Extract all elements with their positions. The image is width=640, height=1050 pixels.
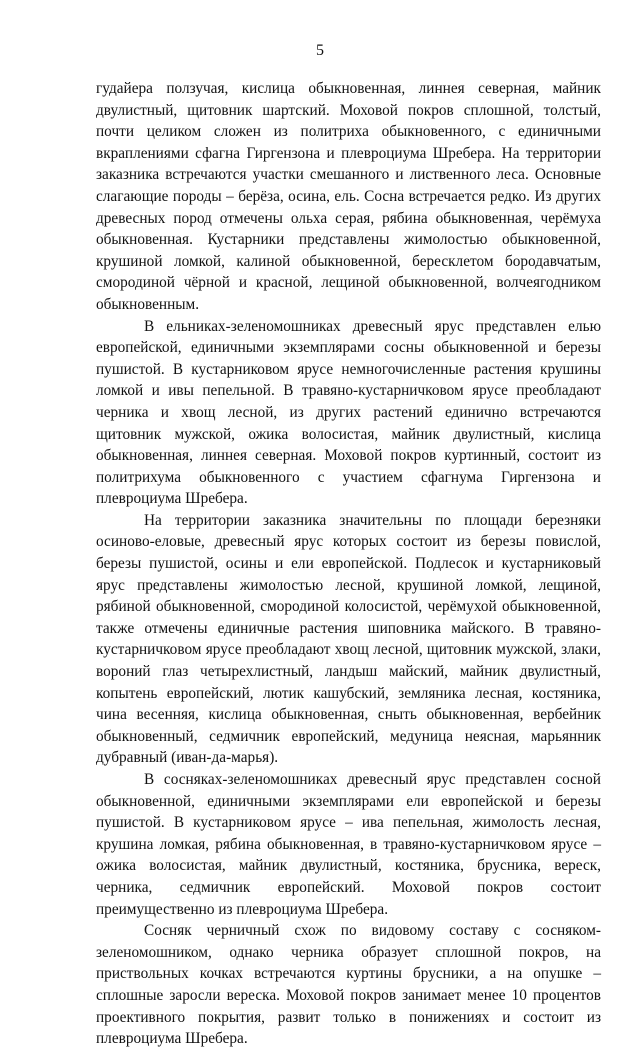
paragraph-pine-forests: В сосняках-зеленомошниках древесный ярус представлен сосной обыкновенной, единичными экземплярами ели европейской и березы пушистой. В кустарниковом ярусе – ива пепельная, жимолость лесная, крушина ломкая, рябина обыкновенная, в травяно-кустарничковом ярусе – ожика волосистая, майник двулистный, костяника, брусника, вереск, черника, седмичник европейский. Моховой покров состоит преимущественно из плевроциума Шребера. [96,771,601,918]
document-body [96,78,601,1050]
paragraph-birch-forests: На территории заказника значительны по площади березняки осиново-еловые, древесный ярус которых состоит из березы повислой, березы пушистой, осины и ели европейской. Подлесок и кустарниковый ярус представлены жимолостью лесной, крушиной ломкой, лещиной, рябиной обыкновенной, смородиной колосистой, черёмухой обыкновенной, также отмечены единичные растения шиповника майского. В травяно-кустарничковом ярусе преобладают хвощ лесной, щитовник мужской, злаки, вороний глаз четырехлистный, ландыш майский, майник двулистный, копытень европейский, лютик кашубский, земляника лесная, костяника, чина весенняя, кислица обыкновенная, сныть обыкновенная, вербейник обыкновенный, седмичник европейский, медуница неясная, марьянник дубравный (иван-да-марья). [96,511,601,767]
paragraph-continuation: гудайера ползучая, кислица обыкновенная, линнея северная, майник двулистный, щитовник шартский. Моховой покров сплошной, толстый, почти целиком сложен из политриха обыкновенного, с единичными вкраплениями сфагна Гиргензона и плевроциума Шребера. На территории заказника встречаются участки смешанного и лиственного леса. Основные слагающие породы – берёза, осина, ель. Сосна встречается редко. Из других древесных пород отмечены ольха серая, рябина обыкновенная, черёмуха обыкновенная. Кустарники представлены жимолостью обыкновенной, крушиной ломкой, калиной обыкновенной, бересклетом бородавчатым, смородиной чёрной и красной, лещиной обыкновенной, волчеягодником обыкновенным. [96,80,601,313]
page-number: 5 [316,42,324,59]
paragraph-bilberry-pine: Сосняк черничный схож по видовому составу с сосняком-зеленомошником, однако черника образует сплошной покров, на приствольных кочках встречаются куртины брусники, а на опушке – сплошные заросли вереска. Моховой покров занимает менее 10 процентов проективного покрытия, развит только в понижениях и состоит из плевроциума Шребера. [96,922,601,1048]
paragraph-spruce-forests: В ельниках-зеленомошниках древесный ярус представлен елью европейской, единичными экземплярами сосны обыкновенной и березы пушистой. В кустарниковом ярусе немногочисленные растения крушины ломкой и ивы пепельной. В травяно-кустарничковом ярусе преобладают черника и хвощ лесной, из других растений единично встречаются щитовник мужской, ожика волосистая, майник двулистный, кислица обыкновенная, линнея северная. Моховой покров куртинный, состоит из политрихума обыкновенного с участием сфагнума Гиргензона и плевроциума Шребера. [96,317,601,508]
